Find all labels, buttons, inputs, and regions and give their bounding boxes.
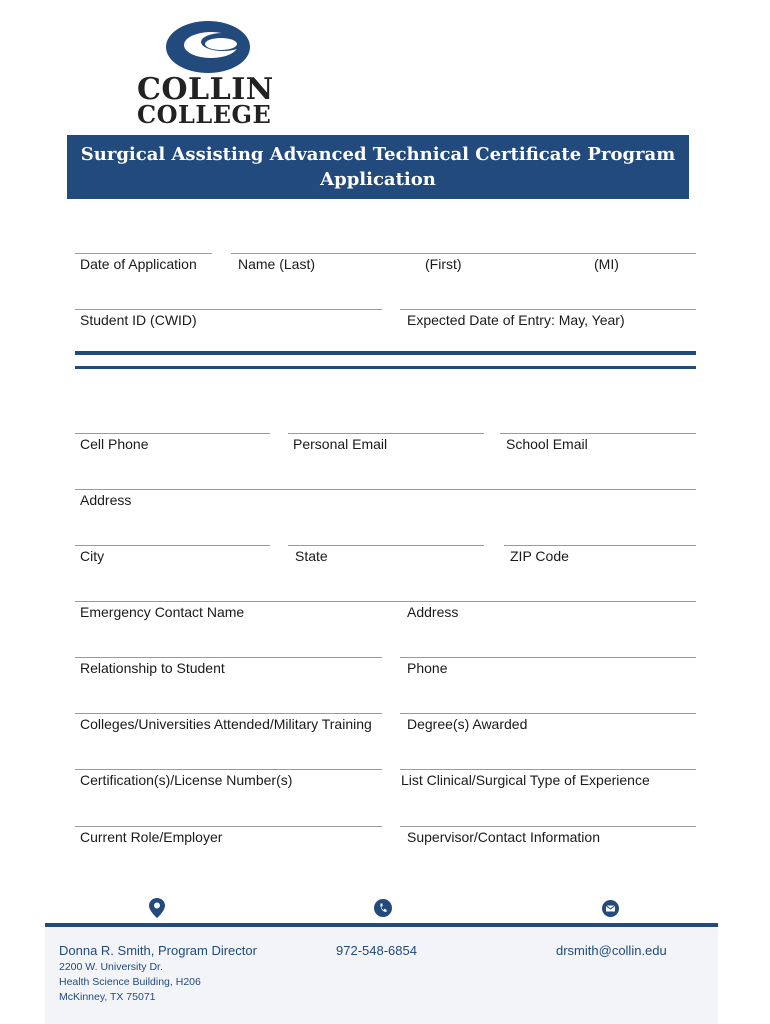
cell-phone-label: Cell Phone: [80, 436, 149, 452]
form-title-line2: Application: [320, 169, 436, 190]
relationship-label: Relationship to Student: [80, 660, 225, 676]
program-director-name: Donna R. Smith, Program Director: [59, 943, 257, 958]
student-id-field[interactable]: [75, 309, 382, 310]
form-title-banner: [67, 135, 689, 199]
footer-address-line2: Health Science Building, H206: [59, 976, 201, 988]
colleges-field[interactable]: [75, 713, 382, 714]
certifications-field[interactable]: [75, 769, 382, 770]
date-of-application-field[interactable]: [75, 253, 212, 254]
name-field[interactable]: [231, 253, 696, 254]
city-label: City: [80, 548, 105, 564]
school-email-label: School Email: [506, 436, 588, 452]
clinical-experience-field[interactable]: [400, 769, 696, 770]
student-id-label: Student ID (CWID): [80, 312, 197, 328]
expected-date-field[interactable]: [400, 309, 696, 310]
current-role-field[interactable]: [75, 826, 382, 827]
state-field[interactable]: [288, 545, 484, 546]
footer-top-bar: [45, 923, 718, 927]
degrees-label: Degree(s) Awarded: [407, 716, 528, 732]
location-pin-icon: [149, 898, 165, 918]
address-field[interactable]: [75, 489, 696, 490]
email-icon: [602, 900, 619, 917]
emergency-name-label: Emergency Contact Name: [80, 604, 245, 620]
colleges-label: Colleges/Universities Attended/Military Training: [80, 716, 372, 732]
personal-email-field[interactable]: [288, 433, 484, 434]
relationship-field[interactable]: [75, 657, 382, 658]
form-title-line1: Surgical Assisting Advanced Technical Certificate Program: [80, 144, 676, 165]
phone-icon: [374, 899, 392, 917]
emergency-contact-field[interactable]: [75, 601, 696, 602]
name-first-label: (First): [425, 256, 462, 272]
section-divider-thick: [75, 351, 696, 355]
state-label: State: [295, 548, 328, 564]
supervisor-field[interactable]: [400, 826, 696, 827]
certifications-label: Certification(s)/License Number(s): [80, 772, 293, 788]
emergency-address-label: Address: [407, 604, 459, 620]
city-field[interactable]: [75, 545, 270, 546]
phone-label: Phone: [407, 660, 448, 676]
expected-date-label: Expected Date of Entry: May, Year): [407, 312, 625, 328]
logo-swoosh-icon: [163, 20, 263, 76]
name-mi-label: (MI): [594, 256, 619, 272]
logo-text-collin: COLLIN: [137, 72, 274, 107]
address-label: Address: [80, 492, 132, 508]
personal-email-label: Personal Email: [293, 436, 388, 452]
footer-address-line3: McKinney, TX 75071: [59, 991, 156, 1003]
clinical-experience-label: List Clinical/Surgical Type of Experience: [401, 772, 650, 788]
footer-address: [59, 960, 201, 1005]
cell-phone-field[interactable]: [75, 433, 270, 434]
current-role-label: Current Role/Employer: [80, 829, 223, 845]
zip-code-label: ZIP Code: [510, 548, 569, 564]
footer-phone: 972-548-6854: [336, 943, 417, 958]
name-last-label: Name (Last): [238, 256, 316, 272]
footer-email-link[interactable]: drsmith@collin.edu: [556, 943, 667, 958]
section-divider-thin: [75, 366, 696, 369]
date-of-application-label: Date of Application: [80, 256, 197, 272]
footer-address-line1: 2200 W. University Dr.: [59, 961, 163, 973]
logo-text-college: COLLEGE: [137, 100, 272, 129]
collin-college-logo: [133, 20, 278, 130]
degrees-field[interactable]: [400, 713, 696, 714]
phone-field[interactable]: [400, 657, 696, 658]
school-email-field[interactable]: [500, 433, 696, 434]
supervisor-label: Supervisor/Contact Information: [407, 829, 600, 845]
zip-code-field[interactable]: [504, 545, 696, 546]
